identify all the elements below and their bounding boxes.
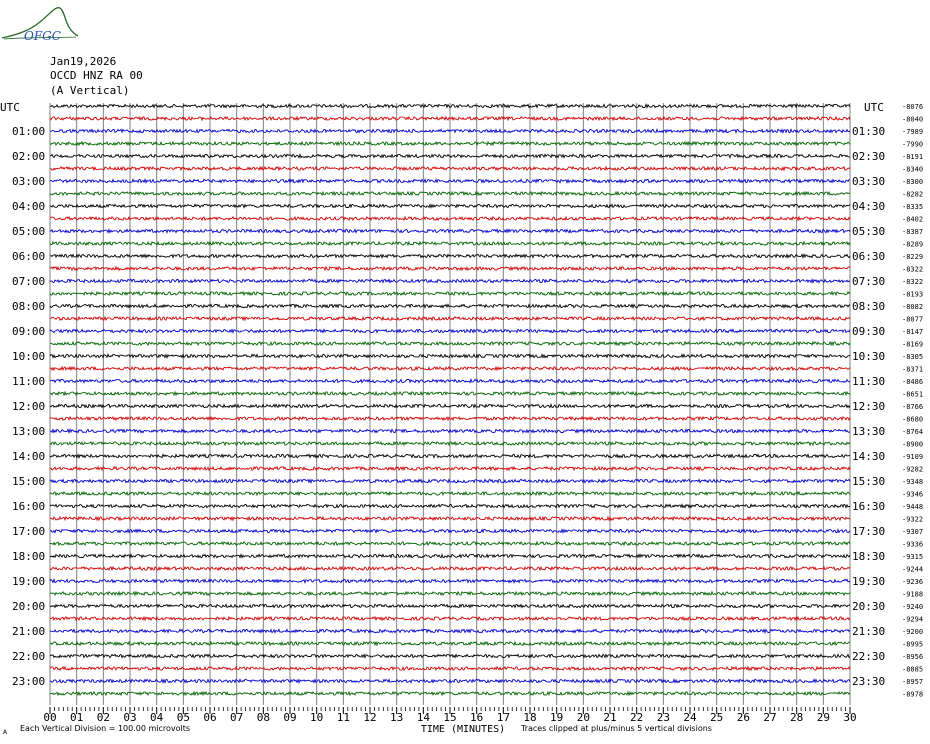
- chart-date: Jan19,2026: [50, 55, 117, 68]
- x-tick-label: 05: [176, 711, 190, 724]
- x-tick-label: 19: [550, 711, 564, 724]
- left-hour-label: 14:00: [12, 450, 46, 463]
- x-tick-label: 07: [230, 711, 244, 724]
- trace-offset-label: -8076: [902, 103, 924, 111]
- right-hour-label: 03:30: [852, 175, 886, 188]
- trace-offset-label: -8651: [902, 390, 924, 399]
- left-hour-label: 11:00: [12, 375, 46, 388]
- trace-offset-label: -8956: [902, 653, 924, 661]
- trace-offset-label: -8169: [902, 340, 924, 349]
- left-hour-label: 12:00: [12, 400, 46, 413]
- right-hour-label: 08:30: [852, 300, 886, 313]
- right-hour-label: 01:30: [852, 125, 886, 138]
- trace-offset-label: -8978: [902, 690, 924, 699]
- x-tick-label: 21: [603, 711, 617, 724]
- trace-offset-label: -8289: [902, 240, 924, 249]
- x-tick-label: 24: [683, 711, 697, 724]
- trace-offset-label: -9348: [902, 478, 924, 486]
- x-tick-label: 08: [256, 711, 270, 724]
- x-tick-label: 12: [363, 711, 377, 724]
- left-utc-title: UTC: [0, 101, 20, 114]
- trace-offset-label: -8486: [902, 378, 924, 386]
- x-tick-label: 03: [123, 711, 137, 724]
- x-tick-label: 13: [390, 711, 404, 724]
- right-hour-label: 10:30: [852, 350, 886, 363]
- x-tick-label: 29: [816, 711, 830, 724]
- right-hour-label: 21:30: [852, 625, 886, 638]
- trace-offset-label: -8082: [902, 303, 924, 311]
- x-tick-label: 22: [630, 711, 644, 724]
- x-tick-label: 04: [150, 711, 164, 724]
- right-hour-label: 16:30: [852, 500, 886, 513]
- left-hour-label: 08:00: [12, 300, 46, 313]
- trace-offset-label: -9109: [902, 453, 924, 461]
- trace-offset-label: -8077: [902, 315, 924, 324]
- x-tick-label: 14: [416, 711, 430, 724]
- trace-offset-label: -9282: [902, 465, 924, 474]
- trace-offset-label: -9188: [902, 590, 924, 599]
- right-hour-label: 20:30: [852, 600, 886, 613]
- scale-note: Each Vertical Division = 100.00 microvolts: [20, 724, 191, 733]
- left-hour-label: 13:00: [12, 425, 46, 438]
- trace-offset-label: -8885: [902, 665, 924, 674]
- trace-offset-label: -8229: [902, 253, 924, 261]
- right-hour-label: 13:30: [852, 425, 886, 438]
- right-hour-label: 02:30: [852, 150, 886, 163]
- x-tick-label: 10: [310, 711, 324, 724]
- right-hour-label: 12:30: [852, 400, 886, 413]
- trace-offset-label: -8900: [902, 440, 924, 449]
- x-tick-label: 27: [763, 711, 777, 724]
- left-hour-label: 05:00: [12, 225, 46, 238]
- left-hour-label: 10:00: [12, 350, 46, 363]
- right-hour-label: 11:30: [852, 375, 886, 388]
- right-hour-label: 09:30: [852, 325, 886, 338]
- trace-offset-label: -8402: [902, 215, 924, 224]
- trace-offset-label: -8680: [902, 415, 924, 424]
- left-hour-label: 20:00: [12, 600, 46, 613]
- trace-offset-label: -8193: [902, 290, 924, 299]
- trace-offset-label: -9307: [902, 528, 924, 536]
- x-tick-label: 01: [70, 711, 84, 724]
- left-hour-label: 02:00: [12, 150, 46, 163]
- x-tick-label: 11: [336, 711, 350, 724]
- left-hour-label: 19:00: [12, 575, 46, 588]
- x-tick-label: 18: [523, 711, 537, 724]
- trace-offset-label: -8340: [902, 165, 924, 174]
- x-tick-label: 00: [43, 711, 57, 724]
- trace-offset-label: -9322: [902, 515, 924, 524]
- right-utc-title: UTC: [864, 101, 884, 114]
- x-tick-label: 23: [656, 711, 670, 724]
- right-hour-label: 19:30: [852, 575, 886, 588]
- trace-offset-label: -8300: [902, 178, 924, 186]
- left-hour-label: 15:00: [12, 475, 46, 488]
- right-hour-label: 05:30: [852, 225, 886, 238]
- trace-offset-label: -9236: [902, 578, 924, 586]
- right-hour-label: 07:30: [852, 275, 886, 288]
- x-tick-label: 16: [470, 711, 484, 724]
- trace-offset-label: -8995: [902, 640, 924, 649]
- x-tick-label: 17: [496, 711, 510, 724]
- left-hour-label: 23:00: [12, 675, 46, 688]
- x-tick-label: 02: [96, 711, 110, 724]
- logo-text: OFGC: [24, 29, 61, 43]
- trace-offset-label: -9200: [902, 628, 924, 636]
- right-hour-label: 23:30: [852, 675, 886, 688]
- left-hour-label: 22:00: [12, 650, 46, 663]
- left-hour-label: 01:00: [12, 125, 46, 138]
- trace-offset-label: -8957: [902, 678, 924, 686]
- trace-offset-label: -9294: [902, 615, 924, 624]
- x-axis-label: TIME (MINUTES): [420, 724, 506, 735]
- trace-offset-label: -8147: [902, 328, 924, 336]
- x-tick-label: 20: [576, 711, 590, 724]
- right-hour-label: 06:30: [852, 250, 886, 263]
- trace-offset-label: -8371: [902, 365, 924, 374]
- trace-offset-label: -7989: [902, 128, 924, 136]
- trace-offset-label: -9346: [902, 490, 924, 499]
- trace-offset-label: -9244: [902, 565, 924, 574]
- trace-offset-label: -7990: [902, 140, 924, 149]
- left-hour-label: 04:00: [12, 200, 46, 213]
- trace-offset-label: -8766: [902, 403, 924, 411]
- x-tick-label: 06: [203, 711, 217, 724]
- x-tick-label: 25: [710, 711, 724, 724]
- left-hour-label: 18:00: [12, 550, 46, 563]
- station-code: OCCD HNZ RA 00: [50, 69, 143, 82]
- x-tick-label: 26: [736, 711, 750, 724]
- trace-offset-label: -8764: [902, 428, 924, 436]
- trace-offset-label: -8387: [902, 228, 924, 236]
- left-hour-label: 09:00: [12, 325, 46, 338]
- left-hour-label: 16:00: [12, 500, 46, 513]
- right-hour-label: 18:30: [852, 550, 886, 563]
- corner-mark: A: [3, 729, 8, 736]
- trace-offset-label: -9315: [902, 553, 924, 561]
- clip-note: Traces clipped at plus/minus 5 vertical divisions: [521, 724, 712, 733]
- trace-offset-label: -9448: [902, 503, 924, 511]
- x-tick-label: 15: [443, 711, 457, 724]
- x-tick-label: 09: [283, 711, 297, 724]
- x-tick-label: 30: [843, 711, 857, 724]
- right-hour-label: 17:30: [852, 525, 886, 538]
- trace-offset-label: -8335: [902, 203, 924, 211]
- trace-offset-label: -9336: [902, 540, 924, 549]
- right-hour-label: 04:30: [852, 200, 886, 213]
- left-hour-label: 07:00: [12, 275, 46, 288]
- component-label: (A Vertical): [50, 84, 130, 97]
- left-hour-label: 17:00: [12, 525, 46, 538]
- right-hour-label: 22:30: [852, 650, 886, 663]
- right-hour-label: 15:30: [852, 475, 886, 488]
- trace-offset-label: -9240: [902, 603, 924, 611]
- trace-offset-label: -8282: [902, 190, 924, 199]
- left-hour-label: 21:00: [12, 625, 46, 638]
- trace-offset-label: -8322: [902, 278, 924, 286]
- right-hour-label: 14:30: [852, 450, 886, 463]
- trace-offset-label: -8191: [902, 153, 924, 161]
- trace-offset-label: -8040: [902, 115, 924, 124]
- left-hour-label: 06:00: [12, 250, 46, 263]
- x-tick-label: 28: [790, 711, 804, 724]
- trace-offset-label: -8305: [902, 353, 924, 361]
- left-hour-label: 03:00: [12, 175, 46, 188]
- trace-offset-label: -8322: [902, 265, 924, 274]
